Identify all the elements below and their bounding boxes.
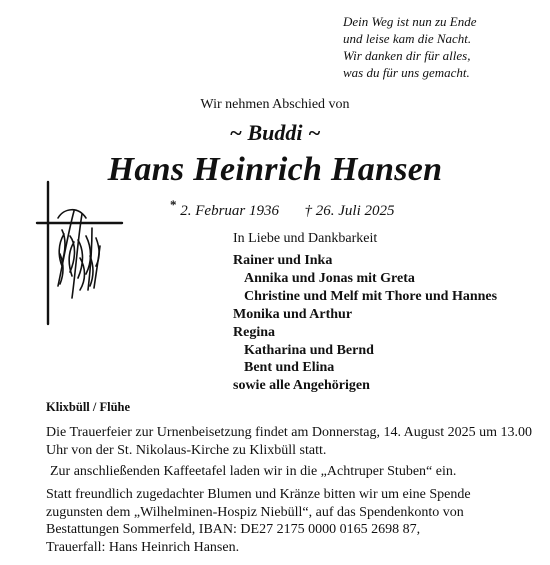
intro-text: Wir nehmen Abschied von xyxy=(200,97,350,112)
funeral-text: Die Trauerfeier zur Urnenbeisetzung findet am Donnerstag, 14. August 2025 um 13.00 Uhr von der St. Nikolaus-Kirche zu Klixbüll statt. xyxy=(46,425,533,458)
donation-line: Statt freundlich zugedachter Blumen und Kränze bitten wir um eine Spende xyxy=(46,487,471,502)
donation-text xyxy=(46,486,536,556)
list-item: Regina xyxy=(233,324,275,340)
donation-line: Bestattungen Sommerfeld, IBAN: DE27 2175 0000 0165 2698 87, xyxy=(46,522,421,537)
poem-line: Dein Weg ist nun zu Ende xyxy=(343,14,477,29)
poem xyxy=(343,13,543,81)
place: Klixbüll / Flühe xyxy=(46,400,131,414)
love-line: In Liebe und Dankbarkeit xyxy=(233,231,378,246)
deceased-name: Hans Heinrich Hansen xyxy=(107,151,443,188)
list-item: Katharina und Bernd xyxy=(244,342,374,358)
list-item: Annika und Jonas mit Greta xyxy=(244,270,415,286)
list-item: Rainer und Inka xyxy=(233,253,333,268)
poem-line: und leise kam die Nacht. xyxy=(343,31,472,46)
death-date: 26. Juli 2025 xyxy=(315,203,395,219)
nickname: ~ Buddi ~ xyxy=(229,120,321,145)
list-item: Christine und Melf mit Thore und Hannes xyxy=(244,288,498,304)
donation-line: zugunsten dem „Wilhelminen-Hospiz Niebüll“, auf das Spendenkonto von xyxy=(46,504,464,520)
list-item: sowie alle Angehörigen xyxy=(233,378,370,394)
list-item: Monika und Arthur xyxy=(233,306,353,322)
poem-line: was du für uns gemacht. xyxy=(343,65,470,80)
cross-with-grain-icon xyxy=(34,178,129,328)
list-item: Bent und Elina xyxy=(244,360,335,376)
birth-date: 2. Februar 1936 xyxy=(180,203,279,219)
life-dates xyxy=(170,197,395,220)
coffee-text: Zur anschließenden Kaffeetafel laden wir in die „Achtruper Stuben“ ein. xyxy=(50,464,457,479)
birth-symbol: * xyxy=(170,197,177,212)
donation-line: Trauerfall: Hans Heinrich Hansen. xyxy=(46,539,240,555)
death-symbol: † xyxy=(304,203,312,219)
mourners-list xyxy=(233,252,497,395)
poem-line: Wir danken dir für alles, xyxy=(343,48,471,63)
